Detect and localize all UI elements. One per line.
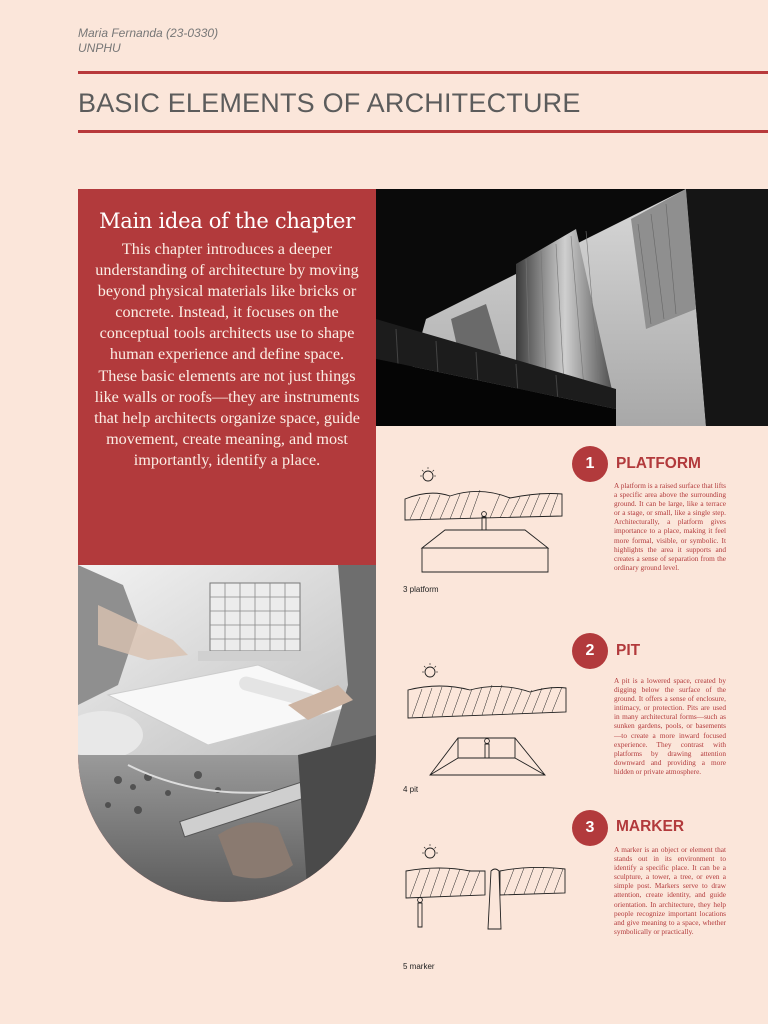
section-1-badge: 1 <box>572 446 608 482</box>
top-rule <box>78 71 768 74</box>
skyscrapers-photo <box>376 189 768 426</box>
marker-caption: 5 marker <box>403 962 435 971</box>
section-1-body: A platform is a raised surface that lifts a specific area above the surrounding ground. It can be large, like a terrace or a stage, or small, like a single step. Architecturally, a platform gives importance to a place, making it feel more formal, visible, or symbolic. It highlights the area it supports and creates a sense of separation from the ordinary ground level. <box>614 481 726 572</box>
pit-caption: 4 pit <box>403 785 419 794</box>
architects-model-photo <box>78 565 376 902</box>
platform-sketch <box>400 464 570 604</box>
main-idea-body: This chapter introduces a deeper understanding of architecture by moving beyond physical materials like bricks or concrete. Instead, it focuses on the conceptual tools architects use to shape human experience and define space. These basic elements are not just things like walls or roofs—they are instruments that help architects organize space, guide movement, create meaning, and most importantly, identify a place. <box>94 240 360 469</box>
author-name: Maria Fernanda (23-0330) <box>78 26 219 40</box>
school-name: UNPHU <box>78 41 121 55</box>
platform-caption: 3 platform <box>403 585 439 594</box>
section-2-title: PIT <box>616 642 641 659</box>
page-title: BASIC ELEMENTS OF ARCHITECTURE <box>78 88 581 118</box>
section-3-body: A marker is an object or element that stands out in its environment to identify a specific place. It can be a sculpture, a tower, a tree, or even a simple post. Markers serve to draw attention, create identity, and guide orientation. In architecture, they help people recognize important locations and give meaning to a space, whether symbolically or practically. <box>614 845 726 936</box>
author-block <box>78 26 218 56</box>
pit-sketch <box>400 660 570 800</box>
main-idea-panel <box>78 189 376 570</box>
section-2-body: A pit is a lowered space, created by digging below the surface of the ground. It offers a sense of enclosure, intimacy, or protection. Pits are used in many architectural forms—such as sunken gardens, pools, or basements—to create a more inward focused experience. They contrast with platforms by drawing attention downward and providing a more hidden or private atmosphere. <box>614 676 726 776</box>
main-idea-heading: Main idea of the chapter <box>99 209 355 233</box>
section-1-title: PLATFORM <box>616 455 701 472</box>
section-2-badge: 2 <box>572 633 608 669</box>
section-3-title: MARKER <box>616 818 685 835</box>
bottom-rule <box>78 130 768 133</box>
section-3-badge: 3 <box>572 810 608 846</box>
